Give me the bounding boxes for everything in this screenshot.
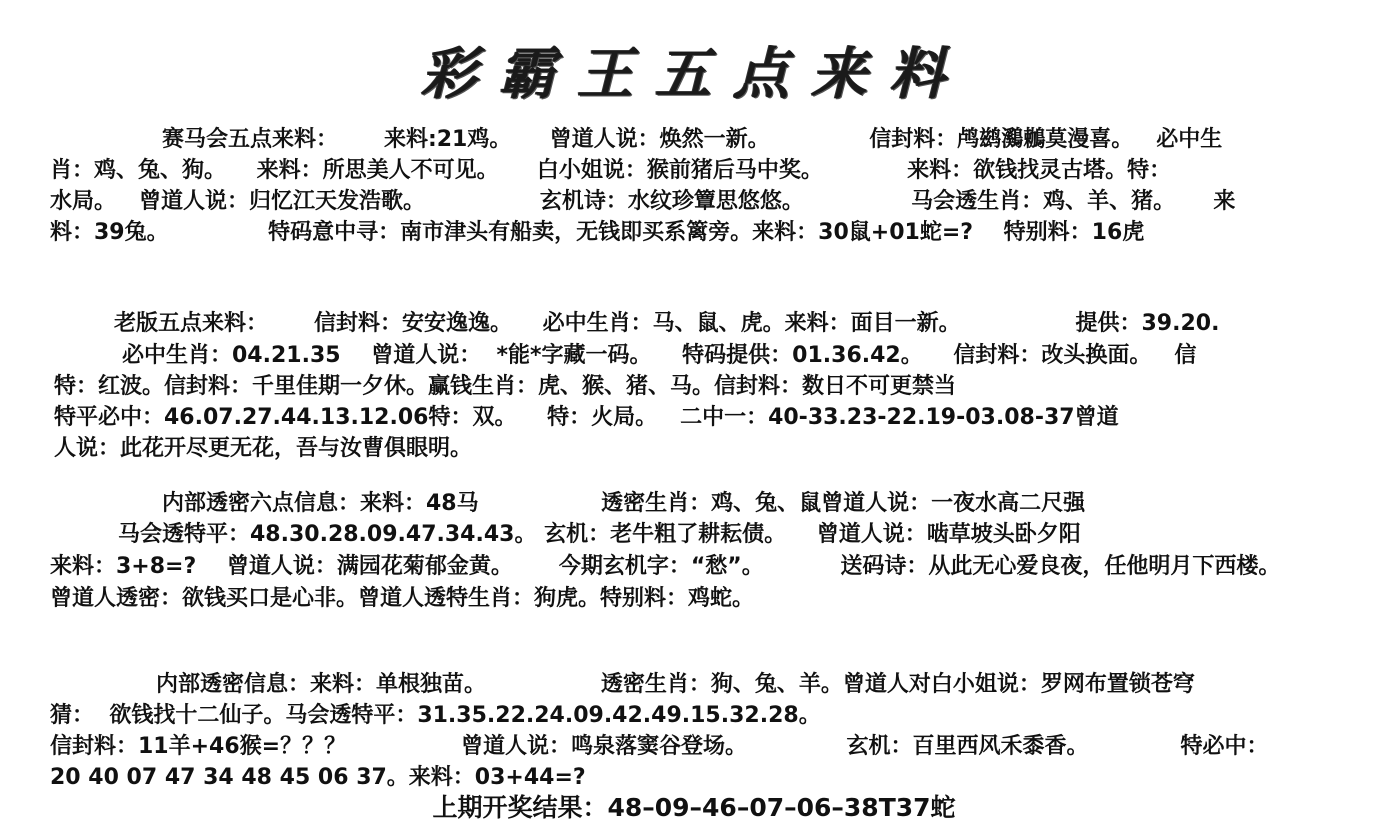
section3-line1: 内部透密六点信息：来料：48马 透密生肖：鸡、兔、鼠曾道人说：一夜水高二尺强	[162, 491, 1086, 516]
section3-line2: 马会透特平：48.30.28.09.47.34.43。 玄机：老牛粗了耕耘债。 曾道人说：啮草坡头卧夕阳	[118, 522, 1081, 547]
section4-line4: 20 40 07 47 34 48 45 06 37。来料：03+44=?	[50, 765, 586, 790]
section2-line3: 特：红波。信封料：千里佳期一夕休。赢钱生肖：虎、猴、猪、马。信封料：数日不可更禁当	[54, 374, 957, 399]
section2-line5: 人说：此花开尽更无花，吾与汝曹俱眼明。	[54, 436, 473, 461]
section1-line1: 赛马会五点来料： 来料:21鸡。 曾道人说：焕然一新。 信封料：鸬鹚鸂鶒莫漫喜。 必中生	[162, 127, 1223, 152]
section3-line3: 来料：3+8=? 曾道人说：满园花菊郁金黄。 今期玄机字：“愁”。 送码诗：从此无心爱良夜，任他明月下西楼。	[50, 554, 1281, 579]
section2-line4: 特平必中：46.07.27.44.13.12.06特：双。 特：火局。 二中一：40-33.23-22.19-03.08-37曾道	[54, 405, 1119, 430]
section4-line2: 猜： 欲钱找十二仙子。马会透特平：31.35.22.24.09.42.49.15.32.28。	[50, 703, 821, 728]
section1-line3: 水局。 曾道人说：归忆江天发浩歌。 玄机诗：水纹珍簟思悠悠。 马会透生肖：鸡、羊、猪。 来	[50, 189, 1236, 214]
section2-line1: 老版五点来料： 信封料：安安逸逸。 必中生肖：马、鼠、虎。来料：面目一新。 提供：39.20.	[114, 311, 1220, 336]
last-draw-result: 上期开奖结果：48–09–46–07–06–38T37蛇	[432, 793, 956, 822]
section3-line4: 曾道人透密：欲钱买口是心非。曾道人透特生肖：狗虎。特别料：鸡蛇。	[50, 586, 755, 611]
page-title: 彩霸王五点来料	[421, 41, 967, 107]
section1-line4: 料：39兔。 特码意中寻：南市津头有船卖，无钱即买系篱旁。来料：30鼠+01蛇=? 特别料：16虎	[50, 220, 1145, 245]
section4-line3: 信封料：11羊+46猴=？？？ 曾道人说：鸣泉落窦谷登场。 玄机：百里西风禾黍香。 特必中：	[50, 734, 1269, 759]
section4-line1: 内部透密信息：来料：单根独苗。 透密生肖：狗、兔、羊。曾道人对白小姐说：罗网布置锁苍穹	[156, 672, 1195, 697]
section1-line2: 肖：鸡、兔、狗。 来料：所思美人不可见。 白小姐说：猴前猪后马中奖。 来料：欲钱找灵古塔。特：	[50, 158, 1172, 183]
section2-line2: 必中生肖：04.21.35 曾道人说： *能*字藏一码。 特码提供：01.36.42。 信封料：改头换面。 信	[122, 343, 1197, 368]
